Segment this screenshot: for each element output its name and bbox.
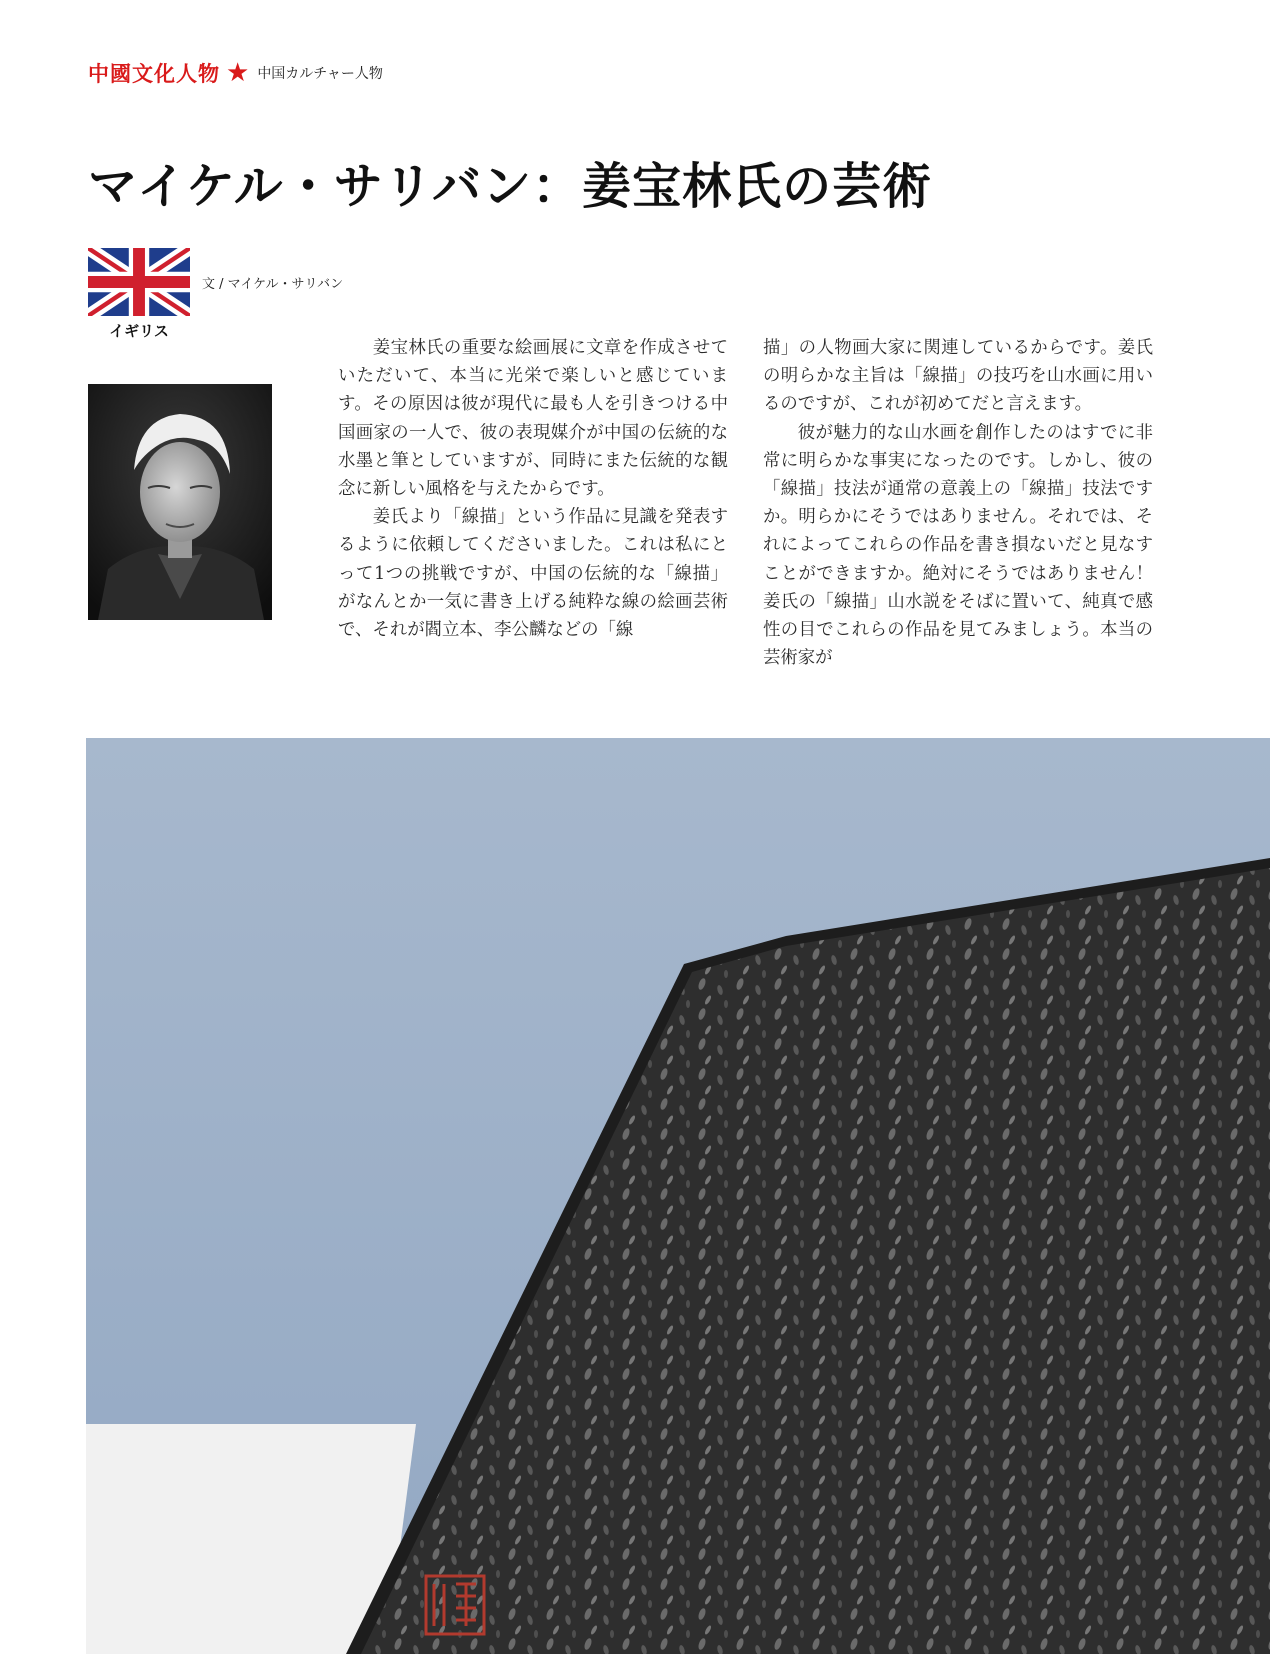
article-title: マイケル・サリバン：姜宝林氏の芸術 (88, 157, 933, 215)
landscape-painting (86, 738, 1270, 1654)
author-portrait-photo (88, 384, 272, 620)
paragraph: 彼が魅力的な山水画を創作したのはすでに非常に明らかな事実になったのです。しかし、彼の「線描」技法が通常の意義上の「線描」技法ですか。明らかにそうではありません。それでは、それによってこれらの作品を書き損ないだと見なすことができますか。絶対にそうではありません！姜氏の「線描」山水説をそばに置いて、純真で感性の目でこれらの作品を見てみましょう。本当の芸術家が (763, 422, 1153, 669)
paragraph: 姜宝林氏の重要な絵画展に文章を作成させていただいて、本当に光栄で楽しいと感じています。その原因は彼が現代に最も人を引きつける中国画家の一人で、彼の表現媒介が中国の伝統的な水墨と筆としていますが、同時にまた伝統的な観念に新しい風格を与えたからです。 (338, 338, 728, 500)
article-column-2 (763, 334, 1153, 672)
section-label: 中国カルチャー人物 (257, 66, 383, 82)
union-jack-flag-icon (88, 248, 190, 316)
article-column-1 (338, 334, 728, 644)
paragraph: 描」の人物画大家に関連しているからです。姜氏の明らかな主旨は「線描」の技巧を山水画に用いるのですが、これが初めてだと言えます。 (763, 338, 1153, 415)
magazine-header (88, 58, 383, 88)
paragraph: 姜氏より「線描」という作品に見識を発表するように依頼してくださいました。これは私にとって1つの挑戦ですが、中国の伝統的な「線描」がなんとか一気に書き上げる純粋な線の絵画芸術で、それが閻立本、李公麟などの「線 (338, 507, 728, 641)
star-icon: ★ (226, 58, 250, 88)
country-label: イギリス (109, 322, 169, 340)
author-byline: 文 / マイケル・サリバン (202, 277, 344, 292)
brand-logo: 中國文化人物 (88, 61, 220, 86)
